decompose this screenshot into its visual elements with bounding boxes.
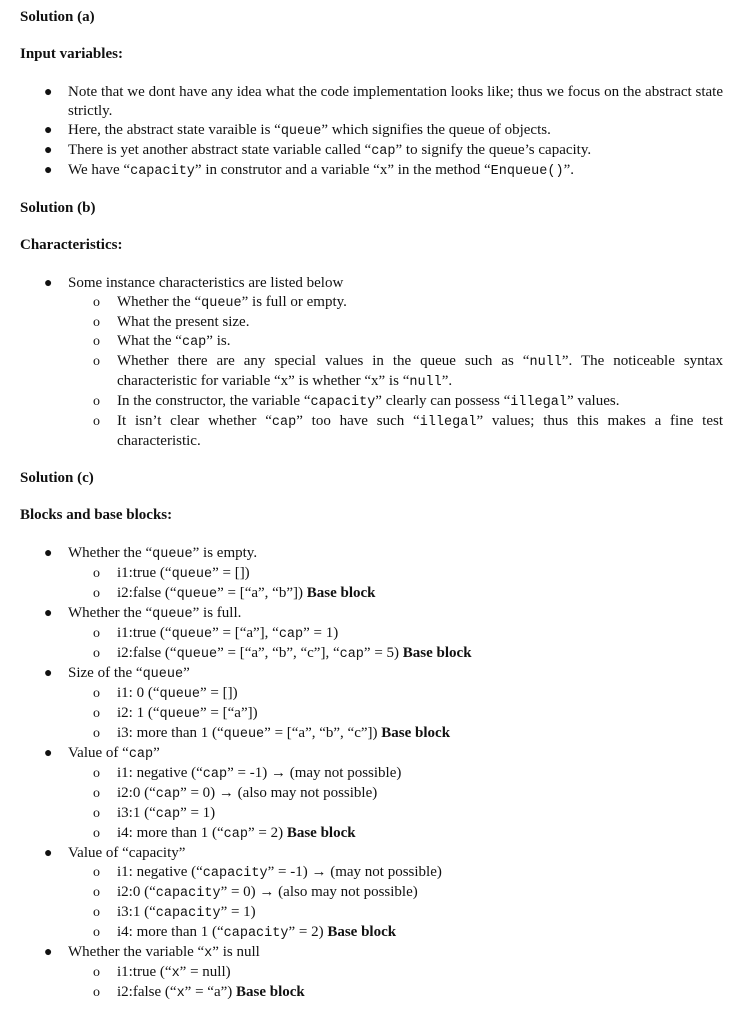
text: i2:false (“	[117, 585, 177, 601]
group-title-text	[68, 545, 257, 561]
document	[20, 8, 723, 1003]
circle-bullet-icon: o	[93, 315, 100, 330]
code-text: Enqueue()	[490, 164, 564, 179]
circle-bullet-icon: o	[93, 965, 100, 980]
input-variables-list	[20, 83, 723, 181]
text: ” in construtor and a variable “x” in the method “	[194, 162, 491, 178]
bullet-icon: ●	[44, 606, 53, 621]
text: ” = [“a”])	[200, 705, 258, 721]
block-item	[20, 963, 723, 983]
text: i2:false (“	[117, 645, 177, 661]
base-block-label: Base block	[402, 645, 472, 661]
block-item	[20, 903, 723, 923]
text: ” = [“a”, “b”])	[217, 585, 303, 601]
group-title-text	[68, 745, 160, 761]
circle-bullet-icon: o	[93, 885, 100, 900]
characteristics-intro: Some instance characteristics are listed below	[68, 275, 344, 291]
block-text	[117, 884, 418, 900]
bullet-icon: ●	[44, 666, 53, 681]
text: ” = [“a”, “b”, “c”], “	[217, 645, 340, 661]
characteristic-item	[20, 313, 723, 332]
block-text	[117, 645, 399, 661]
text: ”	[183, 665, 190, 681]
text: ” = 2)	[288, 924, 324, 940]
code-text: queue	[280, 124, 322, 139]
block-item	[20, 824, 723, 844]
code-text: capacity	[202, 866, 268, 881]
text: i1:true (“	[117, 625, 172, 641]
bullet-icon: ●	[44, 163, 53, 178]
text: Note that we dont have any idea what the code implementation looks like; thus we focus on the abstract state strictly.	[68, 84, 723, 119]
block-text	[117, 685, 238, 701]
block-item	[20, 704, 723, 724]
characteristic-item	[20, 332, 723, 352]
block-text	[117, 984, 236, 1000]
block-group-title	[20, 943, 723, 963]
code-text: queue	[201, 296, 242, 311]
text: i4: more than 1 (“	[117, 825, 224, 841]
code-text: cap	[128, 747, 154, 762]
block-item	[20, 784, 723, 804]
code-text: cap	[181, 335, 207, 350]
text: ”	[153, 745, 160, 761]
text: i1: 0 (“	[117, 685, 160, 701]
item-text	[68, 122, 551, 138]
block-text	[117, 765, 401, 781]
text: ” = 0) → (also may not possible)	[180, 785, 378, 801]
bullet-icon: ●	[44, 945, 53, 960]
code-text: x	[171, 966, 180, 981]
code-text: cap	[278, 627, 304, 642]
block-group-title	[20, 604, 723, 624]
code-text: queue	[159, 707, 201, 722]
text: ”. The noticeable syntax characteristic for variable “x” is whether “x” is “	[117, 353, 723, 389]
text: i2:0 (“	[117, 884, 156, 900]
circle-bullet-icon: o	[93, 826, 100, 841]
bullet-icon: ●	[44, 85, 53, 100]
block-item	[20, 923, 723, 943]
code-text: cap	[155, 787, 181, 802]
text: ” values.	[566, 393, 620, 409]
block-group-title	[20, 544, 723, 564]
block-item	[20, 883, 723, 903]
code-text: capacity	[310, 395, 376, 410]
characteristic-item	[20, 293, 723, 313]
circle-bullet-icon: o	[93, 586, 100, 601]
block-group-title	[20, 844, 723, 863]
text: i2: 1 (“	[117, 705, 160, 721]
block-text	[117, 705, 258, 721]
text: ” = 2)	[247, 825, 284, 841]
bullet-icon: ●	[44, 276, 53, 291]
text: ” is null	[212, 944, 260, 960]
block-text	[117, 725, 378, 741]
block-item	[20, 684, 723, 704]
circle-bullet-icon: o	[93, 334, 100, 349]
text: Here, the abstract state varaible is “	[68, 122, 281, 138]
text: ” = “a”)	[184, 984, 237, 1000]
block-item	[20, 863, 723, 883]
characteristics-list	[20, 274, 723, 293]
characteristics-sublist	[20, 293, 723, 451]
circle-bullet-icon: o	[93, 786, 100, 801]
bullet-icon: ●	[44, 546, 53, 561]
text: ”.	[563, 162, 574, 178]
text: There is yet another abstract state variable called “	[68, 142, 372, 158]
code-text: queue	[142, 667, 184, 682]
item-text	[68, 162, 574, 178]
circle-bullet-icon: o	[93, 905, 100, 920]
text: i1:true (“	[117, 565, 172, 581]
circle-bullet-icon: o	[93, 865, 100, 880]
code-text: cap	[371, 144, 396, 159]
text: ” too have such “	[296, 413, 420, 429]
text: What the present size.	[117, 314, 250, 330]
block-text	[117, 964, 231, 980]
text: ” = [])	[200, 685, 238, 701]
block-text	[117, 585, 303, 601]
group-title-text	[68, 944, 260, 960]
block-text	[117, 864, 442, 880]
block-text	[117, 805, 215, 821]
block-group-title	[20, 664, 723, 684]
text: i1:true (“	[117, 964, 172, 980]
code-text: cap	[339, 647, 364, 662]
circle-bullet-icon: o	[93, 686, 100, 701]
block-text	[117, 785, 377, 801]
bullet-icon: ●	[44, 846, 53, 861]
text: Whether the “	[68, 545, 153, 561]
code-text: null	[529, 355, 562, 370]
input-variable-item	[20, 121, 723, 141]
block-item	[20, 644, 723, 664]
input-variable-item	[20, 141, 723, 161]
code-text: cap	[271, 415, 297, 430]
group-title-text	[68, 605, 241, 621]
text: Whether the “	[68, 605, 153, 621]
text: ” = 1)	[180, 805, 216, 821]
block-item	[20, 624, 723, 644]
code-text: queue	[176, 647, 218, 662]
block-item	[20, 724, 723, 744]
text: ” = [“a”, “b”, “c”])	[264, 725, 378, 741]
code-text: capacity	[155, 886, 221, 901]
text: Whether there are any special values in the queue such as “	[117, 353, 530, 369]
text: ” = 0) → (also may not possible)	[220, 884, 418, 900]
text: ” values; thus this makes a fine test characteristic.	[117, 413, 724, 449]
code-text: queue	[171, 627, 213, 642]
circle-bullet-icon: o	[93, 646, 100, 661]
circle-bullet-icon: o	[93, 295, 100, 310]
text: We have “	[68, 162, 131, 178]
item-text	[68, 84, 723, 119]
bullet-icon: ●	[44, 143, 53, 158]
block-group-title	[20, 744, 723, 764]
solution-a-heading: Solution (a)	[20, 9, 95, 25]
block-text	[117, 565, 250, 581]
solution-b-heading: Solution (b)	[20, 200, 96, 216]
code-text: capacity	[223, 926, 289, 941]
circle-bullet-icon: o	[93, 626, 100, 641]
base-block-label: Base block	[306, 585, 376, 601]
text: ” to signify the queue’s capacity.	[395, 142, 592, 158]
block-text	[117, 825, 283, 841]
circle-bullet-icon: o	[93, 925, 100, 940]
item-text	[117, 353, 723, 389]
text: i3:1 (“	[117, 805, 156, 821]
text: ” = [])	[212, 565, 250, 581]
block-text	[117, 625, 338, 641]
block-item	[20, 983, 723, 1003]
text: ” = 1)	[220, 904, 256, 920]
characteristic-item	[20, 412, 723, 451]
input-variables-heading: Input variables:	[20, 46, 123, 62]
text: What the “	[117, 333, 182, 349]
bullet-icon: ●	[44, 746, 53, 761]
circle-bullet-icon: o	[93, 414, 100, 429]
item-text	[117, 294, 347, 310]
item-text	[117, 314, 249, 330]
code-text: cap	[155, 807, 181, 822]
block-item	[20, 764, 723, 784]
characteristics-heading: Characteristics:	[20, 237, 123, 253]
item-text	[68, 142, 591, 158]
text: ” is empty.	[192, 545, 258, 561]
text: i3: more than 1 (“	[117, 725, 224, 741]
text: In the constructor, the variable “	[117, 393, 311, 409]
text: ” = 1)	[303, 625, 339, 641]
circle-bullet-icon: o	[93, 726, 100, 741]
circle-bullet-icon: o	[93, 394, 100, 409]
text: ” = null)	[179, 964, 231, 980]
block-item	[20, 584, 723, 604]
text: i2:false (“	[117, 984, 177, 1000]
text: i4: more than 1 (“	[117, 924, 224, 940]
code-text: capacity	[155, 906, 221, 921]
code-text: cap	[202, 767, 228, 782]
block-text	[117, 924, 324, 940]
text: Whether the “	[117, 294, 202, 310]
input-variable-item	[20, 161, 723, 181]
base-block-label: Base block	[286, 825, 356, 841]
base-block-label: Base block	[381, 725, 451, 741]
blocks-heading: Blocks and base blocks:	[20, 507, 173, 523]
text: ” is full.	[192, 605, 242, 621]
base-block-label: Base block	[236, 984, 305, 1000]
text: ” = [“a”], “	[212, 625, 279, 641]
code-text: queue	[152, 607, 193, 622]
text: It isn’t clear whether “	[117, 413, 272, 429]
circle-bullet-icon: o	[93, 985, 100, 1000]
block-item	[20, 564, 723, 584]
code-text: x	[176, 986, 185, 1001]
text: ” is full or empty.	[241, 294, 347, 310]
code-text: queue	[159, 687, 201, 702]
code-text: x	[204, 946, 213, 961]
item-text	[117, 413, 723, 449]
code-text: queue	[223, 727, 265, 742]
code-text: illegal	[510, 395, 567, 410]
text: ” = 5)	[363, 645, 400, 661]
circle-bullet-icon: o	[93, 806, 100, 821]
blocks-list	[20, 544, 723, 1003]
circle-bullet-icon: o	[93, 354, 100, 369]
code-text: illegal	[419, 415, 477, 430]
code-text: queue	[171, 567, 213, 582]
circle-bullet-icon: o	[93, 566, 100, 581]
text: i2:0 (“	[117, 785, 156, 801]
code-text: null	[409, 375, 442, 390]
circle-bullet-icon: o	[93, 706, 100, 721]
group-title-text	[68, 845, 185, 861]
text: Whether the variable “	[68, 944, 205, 960]
code-text: cap	[223, 827, 248, 842]
code-text: capacity	[130, 164, 195, 179]
text: ” = -1) → (may not possible)	[227, 765, 402, 781]
characteristics-intro-item	[20, 274, 723, 293]
text: i1: negative (“	[117, 864, 203, 880]
text: Size of the “	[68, 665, 143, 681]
code-text: queue	[152, 547, 193, 562]
characteristic-item	[20, 392, 723, 412]
text: ” clearly can possess “	[375, 393, 511, 409]
base-block-label: Base block	[327, 924, 397, 940]
text: Value of “capacity”	[68, 845, 186, 861]
block-item	[20, 804, 723, 824]
text: ” which signifies the queue of objects.	[321, 122, 551, 138]
group-title-text	[68, 665, 190, 681]
text: ” = -1) → (may not possible)	[267, 864, 442, 880]
input-variable-item	[20, 83, 723, 121]
text: i3:1 (“	[117, 904, 156, 920]
block-text	[117, 904, 256, 920]
text: ”.	[441, 373, 453, 389]
text: i1: negative (“	[117, 765, 203, 781]
item-text	[117, 393, 619, 409]
code-text: queue	[176, 587, 218, 602]
solution-c-heading: Solution (c)	[20, 470, 94, 486]
characteristic-item	[20, 352, 723, 392]
text: ” is.	[206, 333, 231, 349]
item-text	[117, 333, 230, 349]
circle-bullet-icon: o	[93, 766, 100, 781]
bullet-icon: ●	[44, 123, 53, 138]
text: Value of “	[68, 745, 129, 761]
